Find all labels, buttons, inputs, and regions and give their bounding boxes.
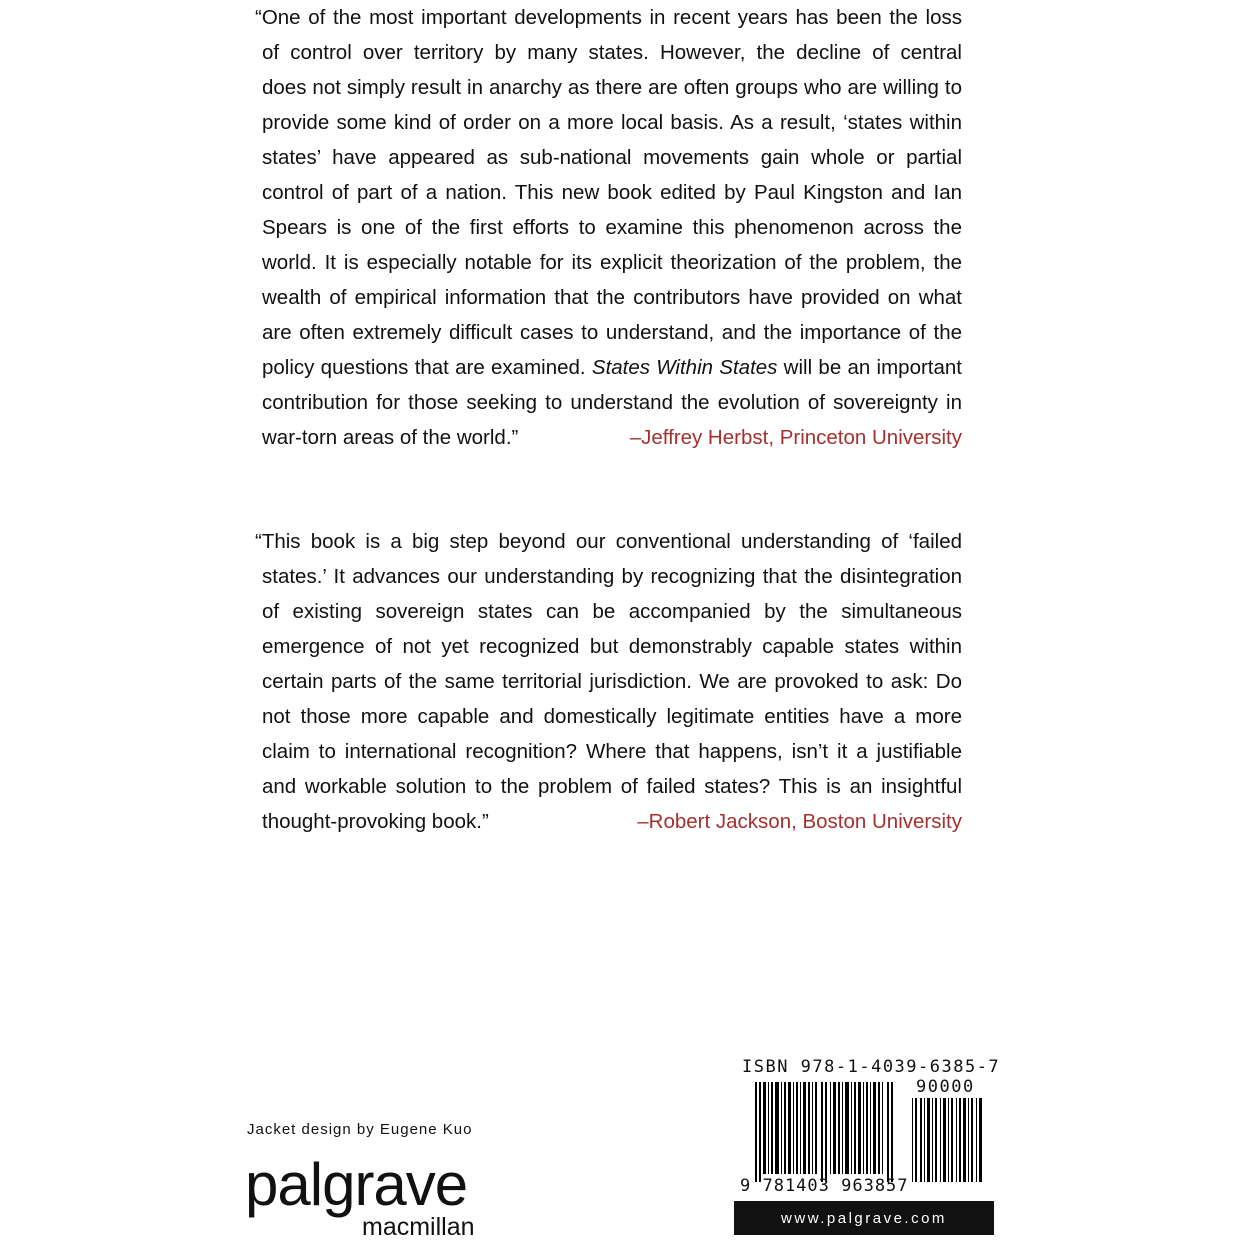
publisher-logo bbox=[245, 1151, 485, 1241]
quote-line: states’ have appeared as sub-national movements gain whole or partial bbox=[262, 146, 962, 169]
price-code: 90000 bbox=[916, 1077, 975, 1097]
quote-line bbox=[262, 350, 962, 385]
quote-line: of control over territory by many states. However, the decline of central bbox=[262, 41, 962, 64]
quote-text: will be an important bbox=[777, 356, 962, 379]
quote-line: not those more capable and domestically legitimate entities have a more bbox=[262, 705, 962, 728]
quote-attribution: –Jeffrey Herbst, Princeton University bbox=[629, 426, 962, 449]
barcode-digits: 9 781403 963857 bbox=[740, 1176, 909, 1196]
quote-line: emergence of not yet recognized but demonstrably capable states within bbox=[262, 635, 962, 658]
quote-line: wealth of empirical information that the contributors have provided on what bbox=[262, 286, 962, 309]
publisher-name: palgrave bbox=[245, 1151, 468, 1218]
quote-attribution: –Robert Jackson, Boston University bbox=[637, 810, 962, 833]
quote-line: control of part of a nation. This new book edited by Paul Kingston and Ian bbox=[262, 181, 962, 204]
quote-line: “This book is a big step beyond our conventional understanding of ‘failed bbox=[255, 530, 962, 553]
quote-jackson bbox=[255, 524, 962, 839]
website-bar bbox=[734, 1201, 994, 1235]
quote-line: Spears is one of the first efforts to examine this phenomenon across the bbox=[262, 216, 962, 239]
quote-text: war-torn areas of the world.” bbox=[262, 426, 519, 449]
website-url: www.palgrave.com bbox=[781, 1209, 947, 1227]
quote-line: does not simply result in anarchy as there are often groups who are willing to bbox=[262, 76, 962, 99]
quote-line: “One of the most important developments in recent years has been the loss bbox=[255, 6, 962, 29]
quote-line: provide some kind of order on a more local basis. As a result, ‘states within bbox=[262, 111, 962, 134]
quote-line: and workable solution to the problem of failed states? This is an insightful bbox=[262, 775, 962, 798]
quote-line: world. It is especially notable for its explicit theorization of the problem, the bbox=[262, 251, 962, 274]
quote-line: of existing sovereign states can be accompanied by the simultaneous bbox=[262, 600, 962, 623]
quote-last-line bbox=[262, 804, 962, 839]
quote-text: thought-provoking book.” bbox=[262, 810, 489, 833]
quote-last-line bbox=[262, 420, 962, 455]
jacket-credit: Jacket design by Eugene Kuo bbox=[247, 1121, 473, 1138]
addon-barcode-icon bbox=[912, 1098, 984, 1182]
isbn-text: ISBN 978-1-4039-6385-7 bbox=[742, 1057, 1001, 1077]
publisher-imprint: macmillan bbox=[362, 1213, 475, 1241]
quote-line: certain parts of the same territorial jurisdiction. We are provoked to ask: Do bbox=[262, 670, 962, 693]
quote-line: states.’ It advances our understanding by recognizing that the disintegration bbox=[262, 565, 962, 588]
quote-line: claim to international recognition? Where that happens, isn’t it a justifiable bbox=[262, 740, 962, 763]
book-title: States Within States bbox=[591, 356, 778, 379]
quote-text: policy questions that are examined. bbox=[262, 356, 592, 379]
quote-line: contribution for those seeking to understand the evolution of sovereignty in bbox=[262, 391, 962, 414]
barcode-icon bbox=[755, 1082, 895, 1182]
quote-herbst bbox=[255, 0, 962, 455]
quote-line: are often extremely difficult cases to understand, and the importance of the bbox=[262, 321, 962, 344]
